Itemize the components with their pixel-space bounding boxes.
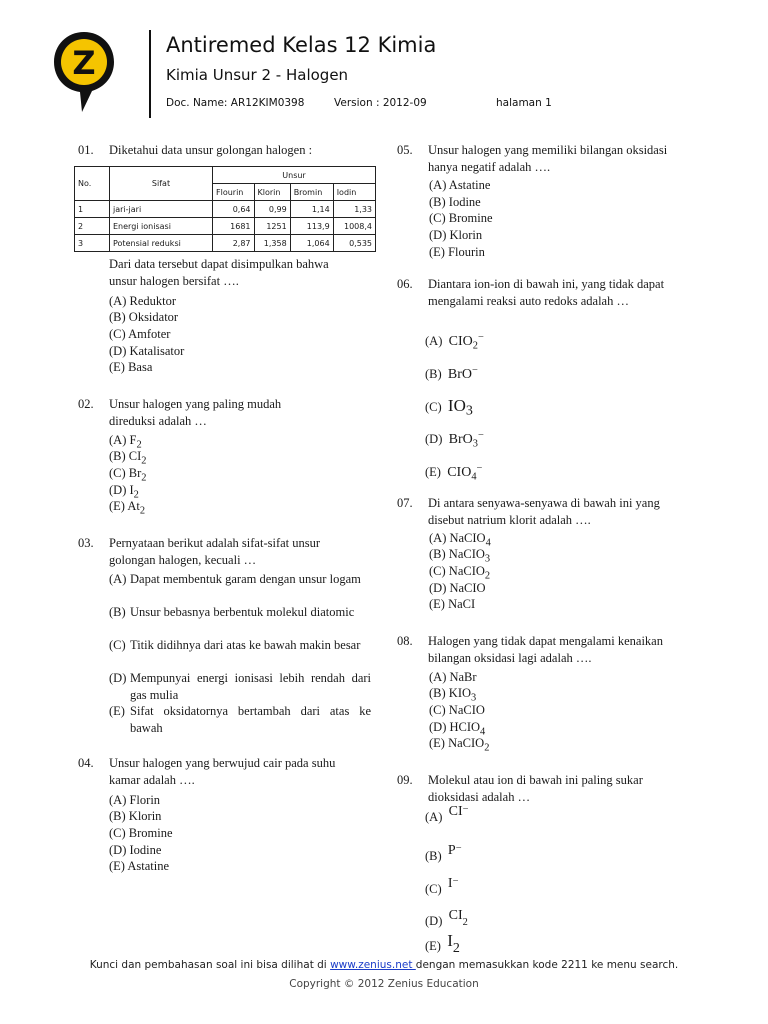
subscript: 2 (452, 940, 460, 956)
table-cell: 2 (75, 218, 110, 235)
chem-formula: CIO (448, 334, 473, 350)
option-label: (C) NaCIO (429, 564, 485, 578)
zenius-link[interactable]: www.zenius.net (330, 959, 416, 971)
table-header-cell: No. (75, 167, 110, 201)
subscript: 4 (480, 726, 486, 738)
question-number: 02. (78, 397, 94, 411)
chem-formula: CI (448, 804, 463, 820)
copyright: Copyright © 2012 Zenius Education (289, 978, 479, 990)
subscript: 2 (133, 489, 139, 501)
answer-option (429, 735, 489, 757)
chem-formula: I (447, 931, 453, 951)
option-label: (C) (425, 400, 442, 415)
chem-formula: BrO (447, 367, 473, 383)
table-header-row (75, 167, 376, 184)
chem-formula: I (447, 876, 453, 892)
answer-option (425, 461, 482, 486)
answer-option: (E) Astatine (109, 859, 170, 873)
option-label: (E) (425, 465, 441, 480)
option-label: (A) (109, 572, 127, 586)
answer-option (425, 931, 460, 959)
answer-option: (A) Reduktor (109, 294, 176, 308)
doc-version: Version : 2012-09 (334, 97, 427, 109)
question-text: Diantara ion-ion di bawah ini, yang tidak dapat mengalami reaksi auto redoks adalah … (428, 277, 665, 308)
option-label: (D) NaCIO (429, 581, 486, 595)
answer-option (109, 571, 371, 588)
option-label: (A) (425, 334, 443, 349)
table-cell: 1,064 (290, 235, 333, 252)
answer-option (425, 806, 468, 831)
answer-option: (E) Flourin (429, 245, 485, 259)
option-label: (E) NaCIO (429, 736, 485, 750)
answer-option: (D) Katalisator (109, 344, 185, 358)
table-header-cell: Flourin (213, 184, 255, 201)
subscript: 2 (484, 742, 490, 754)
answer-option: (D) Klorin (429, 228, 483, 242)
table-cell: 2,87 (213, 235, 255, 252)
question-stem: Dari data tersebut dapat disimpulkan bahwa unsur halogen bersifat …. (109, 257, 329, 288)
answer-option: (E) Basa (109, 360, 153, 374)
superscript: − (472, 365, 478, 376)
table-header-cell: Klorin (254, 184, 290, 201)
table-cell: 1,33 (333, 201, 375, 218)
option-label: (B) CI (109, 449, 142, 463)
option-label: (D) I (109, 483, 134, 497)
option-label: (B) NaCIO (429, 547, 485, 561)
option-label: (A) (425, 810, 443, 825)
doc-name: Doc. Name: AR12KIM0398 (166, 97, 305, 109)
subscript: 2 (141, 472, 147, 484)
answer-option: (B) Iodine (429, 195, 481, 209)
option-text: Sifat oksidatornya bertambah dari atas ke bawah (130, 704, 371, 735)
answer-option: (A) Florin (109, 793, 161, 807)
subscript: 3 (465, 403, 473, 419)
table-cell: 1 (75, 201, 110, 218)
superscript: − (477, 430, 484, 441)
table-cell: 3 (75, 235, 110, 252)
option-label: (C) (425, 882, 442, 897)
footer-text: dengan memasukkan kode 2211 ke menu search. (415, 959, 679, 971)
option-label: (A) NaBr (429, 670, 477, 684)
option-label: (E) (425, 939, 441, 954)
answer-option: (B) Klorin (109, 809, 162, 823)
question-number: 06. (397, 277, 413, 291)
table-cell: 1008,4 (333, 218, 375, 235)
answer-option: (A) Astatine (429, 178, 491, 192)
option-label: (C) NaCIO (429, 703, 485, 717)
logo-letter: Z (72, 44, 96, 82)
question-text: Pernyataan berikut adalah sifat-sifat unsur golongan halogen, kecuali … (109, 536, 321, 567)
option-label: (A) F (109, 433, 137, 447)
chem-formula: P (447, 843, 456, 859)
superscript: − (455, 843, 462, 854)
subscript: 4 (471, 471, 477, 483)
table-cell: Energi ionisasi (110, 218, 213, 235)
option-label: (C) (109, 638, 126, 652)
chem-formula: CIO (447, 465, 472, 481)
page-subtitle: Kimia Unsur 2 - Halogen (166, 66, 349, 84)
question-number: 05. (397, 143, 413, 157)
table-cell: 0,535 (333, 235, 375, 252)
subscript: 4 (485, 537, 491, 549)
answer-option: (C) Bromine (429, 211, 493, 225)
table-cell: 1681 (213, 218, 255, 235)
option-label: (D) (109, 671, 127, 685)
superscript: − (477, 332, 484, 343)
answer-option (109, 637, 371, 654)
answer-option (109, 604, 371, 621)
table-cell: jari-jari (110, 201, 213, 218)
table-row (75, 201, 376, 218)
answer-option (109, 498, 145, 520)
option-label: (B) (109, 605, 126, 619)
table-cell: 1251 (254, 218, 290, 235)
answer-option (425, 396, 473, 420)
chem-formula: IO (447, 396, 466, 416)
table-header-cell: Sifat (110, 167, 213, 201)
header-divider (149, 30, 151, 118)
option-label: (D) (425, 432, 443, 447)
question-text: Halogen yang tidak dapat mengalami kenaikan bilangan oksidasi lagi adalah …. (428, 634, 663, 665)
subscript: 2 (141, 455, 147, 467)
table-row (75, 235, 376, 252)
question-number: 07. (397, 496, 413, 510)
table-cell: 1,14 (290, 201, 333, 218)
subscript: 3 (471, 692, 477, 704)
table-header-cell: Iodin (333, 184, 375, 201)
option-label: (C) Br (109, 466, 142, 480)
question-number: 03. (78, 536, 94, 550)
question-text: Unsur halogen yang berwujud cair pada suhu kamar adalah …. (109, 756, 336, 787)
option-label: (E) NaCI (429, 597, 476, 611)
zenius-logo (52, 30, 116, 114)
chem-formula: CI (448, 908, 463, 924)
option-label: (B) (425, 849, 442, 864)
page-title: Antiremed Kelas 12 Kimia (166, 33, 437, 57)
answer-option (425, 330, 484, 355)
superscript: − (462, 804, 469, 815)
option-label: (E) (109, 704, 125, 718)
answer-option: (B) Oksidator (109, 310, 179, 324)
answer-option (425, 845, 462, 870)
subscript: 2 (484, 570, 491, 582)
option-label: (B) KIO (429, 686, 472, 700)
footer-text: Kunci dan pembahasan soal ini bisa dilihat di (89, 959, 331, 971)
question-text: Di antara senyawa-senyawa di bawah ini yang disebut natrium klorit adalah …. (428, 496, 660, 527)
subscript: 2 (462, 916, 468, 928)
question-number: 09. (397, 773, 413, 787)
question-text: Diketahui data unsur golongan halogen : (109, 143, 313, 157)
answer-option (109, 670, 371, 703)
option-label: (D) (425, 914, 443, 929)
table-cell: 0,99 (254, 201, 290, 218)
option-label: (B) (425, 367, 442, 382)
subscript: 2 (136, 439, 142, 451)
question-number: 08. (397, 634, 413, 648)
answer-option (109, 703, 371, 736)
superscript: − (476, 463, 483, 474)
option-text: Titik didihnya dari atas ke bawah makin besar (130, 638, 361, 652)
question-text: Molekul atau ion di bawah ini paling sukar dioksidasi adalah … (428, 773, 643, 804)
answer-option: (C) Amfoter (109, 327, 171, 341)
page-number: halaman 1 (496, 97, 552, 109)
subscript: 2 (139, 505, 146, 517)
table-cell: Potensial reduksi (110, 235, 213, 252)
question-text: Unsur halogen yang paling mudah direduksi adalah … (109, 397, 282, 428)
question-text: Unsur halogen yang memiliki bilangan oksidasi hanya negatif adalah …. (428, 143, 668, 174)
answer-option: (D) Iodine (109, 843, 162, 857)
option-label: (E) At (109, 499, 140, 513)
footer-note (0, 959, 768, 971)
table-header-cell: Bromin (290, 184, 333, 201)
option-text: Unsur bebasnya berbentuk molekul diatomic (130, 605, 355, 619)
subscript: 3 (484, 553, 491, 565)
answer-option (425, 428, 484, 453)
option-label: (A) NaCIO (429, 531, 486, 545)
answer-option (425, 363, 478, 388)
subscript: 2 (472, 340, 478, 352)
table-cell: 113,9 (290, 218, 333, 235)
option-text: Dapat membentuk garam dengan unsur logam (130, 572, 361, 586)
halogen-data-table (74, 166, 376, 252)
option-text: Mempunyai energi ionisasi lebih rendah dari gas mulia (130, 671, 371, 702)
chem-formula: BrO (448, 432, 473, 448)
question-number: 04. (78, 756, 94, 770)
answer-option (429, 596, 475, 618)
answer-option (425, 878, 458, 903)
subscript: 3 (472, 438, 478, 450)
answer-option: (C) Bromine (109, 826, 173, 840)
table-header-cell: Unsur (213, 167, 376, 184)
table-row (75, 218, 376, 235)
option-label: (D) HCIO (429, 720, 481, 734)
table-cell: 1,358 (254, 235, 290, 252)
question-number: 01. (78, 143, 94, 157)
superscript: − (452, 876, 459, 887)
table-cell: 0,64 (213, 201, 255, 218)
